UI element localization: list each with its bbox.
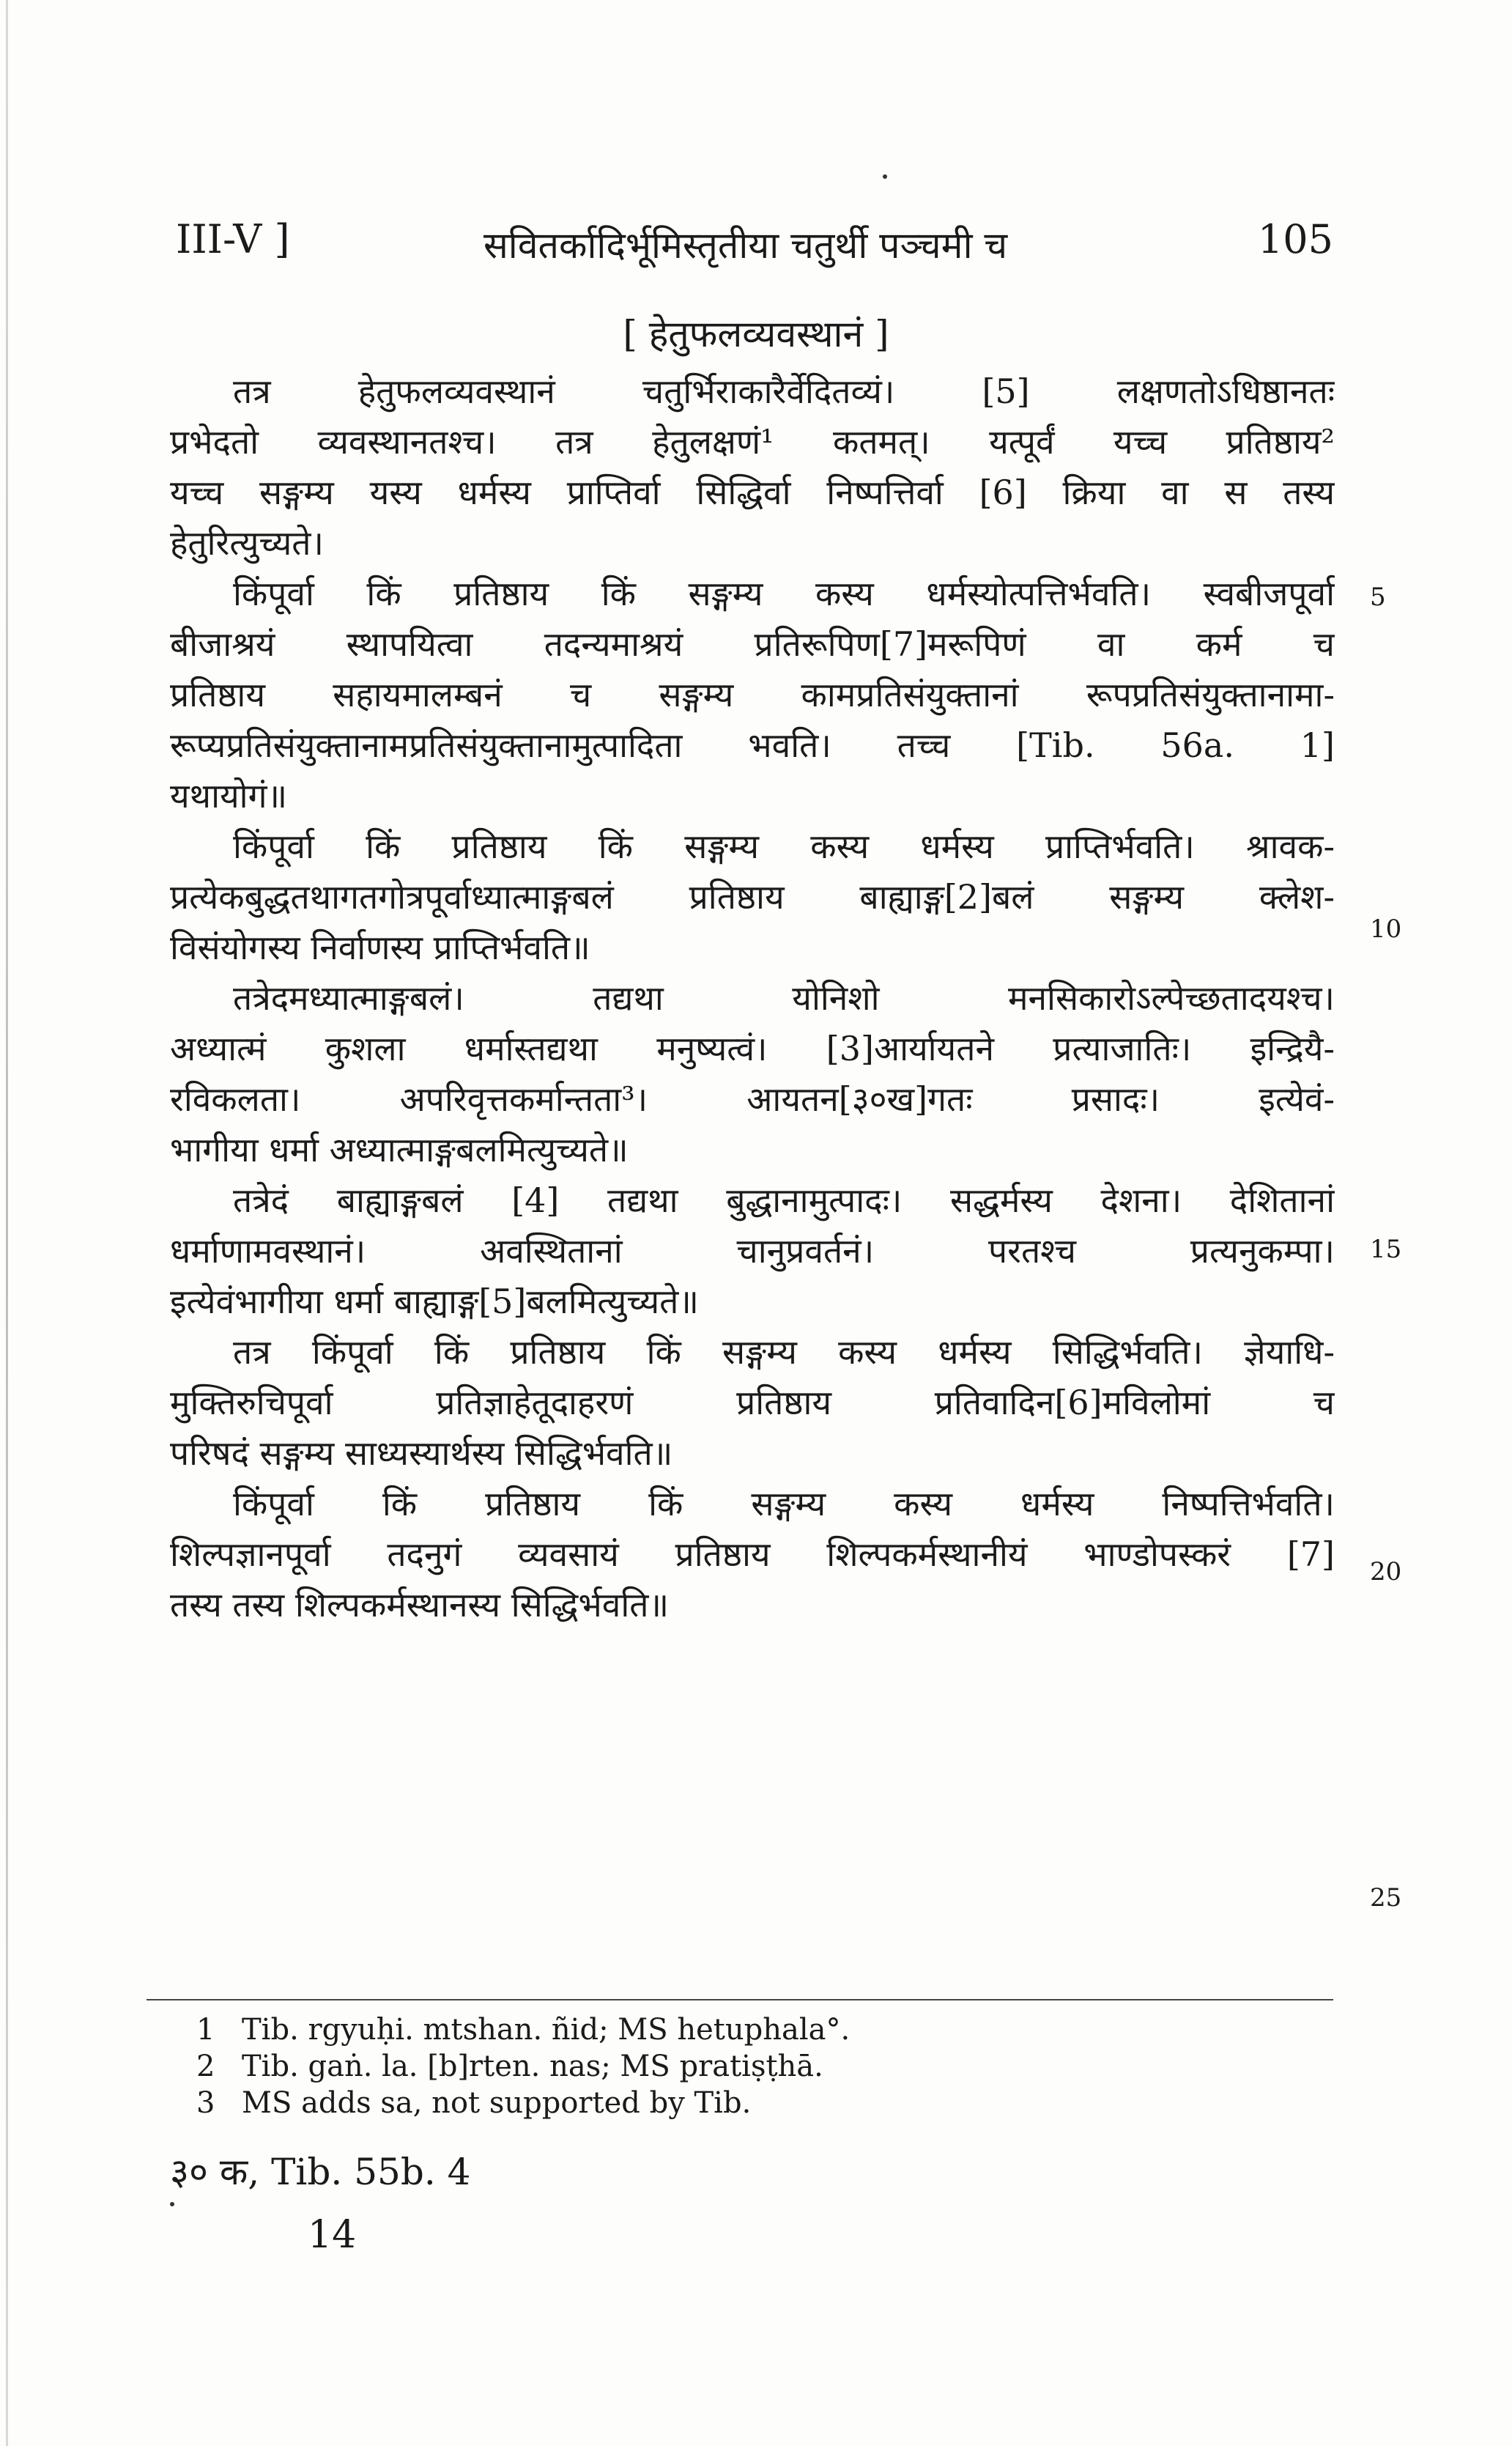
section-heading: [ हेतुफलव्यवस्थानं ]: [623, 313, 889, 355]
text-line: हेतुरित्युच्यते।: [170, 523, 324, 563]
text-line: इत्येवंभागीया धर्मा बाह्याङ्ग[5]बलमित्युच्यते॥: [170, 1282, 699, 1321]
text-line: किंपूर्वा किं प्रतिष्ठाय किं सङ्गम्य कस्य धर्मस्योत्पत्तिर्भवति। स्वबीजपूर्वा: [233, 574, 1335, 613]
page-number: 105: [1257, 216, 1333, 262]
text-line: तस्य तस्य शिल्पकर्मस्थानस्य सिद्धिर्भवति॥: [170, 1585, 670, 1625]
text-line: भागीया धर्मा अध्यात्माङ्गबलमित्युच्यते॥: [170, 1130, 629, 1170]
text-line: रूप्यप्रतिसंयुक्तानामप्रतिसंयुक्तानामुत्पादिता भवति। तच्च [Tib. 56a. 1]: [170, 725, 1335, 765]
margin-line-number: 10: [1370, 915, 1402, 944]
text-line: धर्माणामवस्थानं। अवस्थितानां चानुप्रवर्तनं। परतश्च प्रत्यनुकम्पा।: [170, 1231, 1335, 1271]
text-line: प्रत्येकबुद्धतथागतगोत्रपूर्वाध्यात्माङ्गबलं प्रतिष्ठाय बाह्याङ्ग[2]बलं सङ्गम्य क्लेश-: [170, 877, 1335, 917]
text-line: यथायोगं॥: [170, 776, 288, 816]
text-line: तत्रेदं बाह्याङ्गबलं [4] तद्यथा बुद्धानामुत्पादः। सद्धर्मस्य देशना। देशितानां: [233, 1180, 1335, 1220]
main-text: [170, 366, 1335, 1630]
text-line: प्रतिष्ठाय सहायमालम्बनं च सङ्गम्य कामप्रतिसंयुक्तानां रूपप्रतिसंयुक्तानामा-: [170, 675, 1335, 714]
footnote-text: MS adds sa, not supported by Tib.: [242, 2086, 752, 2120]
text-line: बीजाश्रयं स्थापयित्वा तदन्यमाश्रयं प्रतिरूपिण[7]मरूपिणं वा कर्म च: [170, 624, 1335, 664]
signature-mark: 14: [308, 2213, 357, 2257]
footnote-number: 3: [196, 2086, 215, 2120]
footnote-number: 1: [196, 2013, 215, 2047]
section-range: III-V ]: [176, 216, 290, 262]
margin-line-number: 25: [1370, 1883, 1402, 1913]
text-line: प्रभेदतो व्यवस्थानतश्च। तत्र हेतुलक्षणं¹ कतमत्। यत्पूर्वं यच्च प्रतिष्ठाय²: [170, 422, 1335, 462]
text-line: रविकलता। अपरिवृत्तकर्मान्तता³। आयतन[३०ख]गतः प्रसादः। इत्येवं-: [170, 1079, 1335, 1119]
print-speck: [883, 174, 887, 179]
text-line: परिषदं सङ्गम्य साध्यस्यार्थस्य सिद्धिर्भवति॥: [170, 1433, 673, 1473]
text-line: किंपूर्वा किं प्रतिष्ठाय किं सङ्गम्य कस्य धर्मस्य प्राप्तिर्भवति। श्रावक-: [233, 827, 1335, 866]
margin-line-number: 15: [1370, 1235, 1402, 1264]
footnote-divider: [147, 1999, 1333, 2000]
text-line: अध्यात्मं कुशला धर्मास्तद्यथा मनुष्यत्वं। [3]आर्यायतने प्रत्याजातिः। इन्द्रियै-: [170, 1029, 1335, 1068]
text-line: किंपूर्वा किं प्रतिष्ठाय किं सङ्गम्य कस्य धर्मस्य निष्पत्तिर्भवति।: [233, 1484, 1335, 1523]
binding-edge: [6, 0, 8, 2446]
footnote-number: 2: [196, 2050, 215, 2083]
running-title: सवितर्कादिर्भूमिस्तृतीया चतुर्थी पञ्चमी च: [483, 224, 1008, 267]
manuscript-reference: ३० क, Tib. 55b. 4: [170, 2151, 471, 2193]
footnote-text: Tib. gaṅ. la. [b]rten. nas; MS pratiṣṭhā.: [242, 2050, 823, 2083]
text-line: तत्र किंपूर्वा किं प्रतिष्ठाय किं सङ्गम्य कस्य धर्मस्य सिद्धिर्भवति। ज्ञेयाधि-: [233, 1332, 1335, 1372]
footnote: [196, 2011, 1295, 2048]
margin-line-number: 5: [1370, 583, 1386, 612]
footnote-text: Tib. rgyuḥi. mtshan. ñid; MS hetuphala°.: [242, 2013, 850, 2047]
text-line: तत्र हेतुफलव्यवस्थानं चतुर्भिराकारैर्वेदितव्यं। [5] लक्षणतोऽधिष्ठानतः: [233, 372, 1335, 411]
text-line: शिल्पज्ञानपूर्वा तदनुगं व्यवसायं प्रतिष्ठाय शिल्पकर्मस्थानीयं भाण्डोपस्करं [7]: [170, 1534, 1335, 1574]
text-line: मुक्तिरुचिपूर्वा प्रतिज्ञाहेतूदाहरणं प्रतिष्ठाय प्रतिवादिन[6]मविलोमां च: [170, 1383, 1335, 1422]
text-line: यच्च सङ्गम्य यस्य धर्मस्य प्राप्तिर्वा सिद्धिर्वा निष्पत्तिर्वा [6] क्रिया वा स तस्य: [170, 473, 1335, 512]
text-line: विसंयोगस्य निर्वाणस्य प्राप्तिर्भवति॥: [170, 928, 590, 967]
running-head: [176, 216, 1333, 282]
text-line: तत्रेदमध्यात्माङ्गबलं। तद्यथा योनिशो मनसिकारोऽल्पेच्छतादयश्च।: [233, 978, 1335, 1018]
footnote: [196, 2085, 1295, 2121]
margin-line-number: 20: [1370, 1557, 1402, 1586]
print-speck: [170, 2202, 174, 2206]
footnotes: [196, 2011, 1295, 2121]
footnote: [196, 2048, 1295, 2085]
